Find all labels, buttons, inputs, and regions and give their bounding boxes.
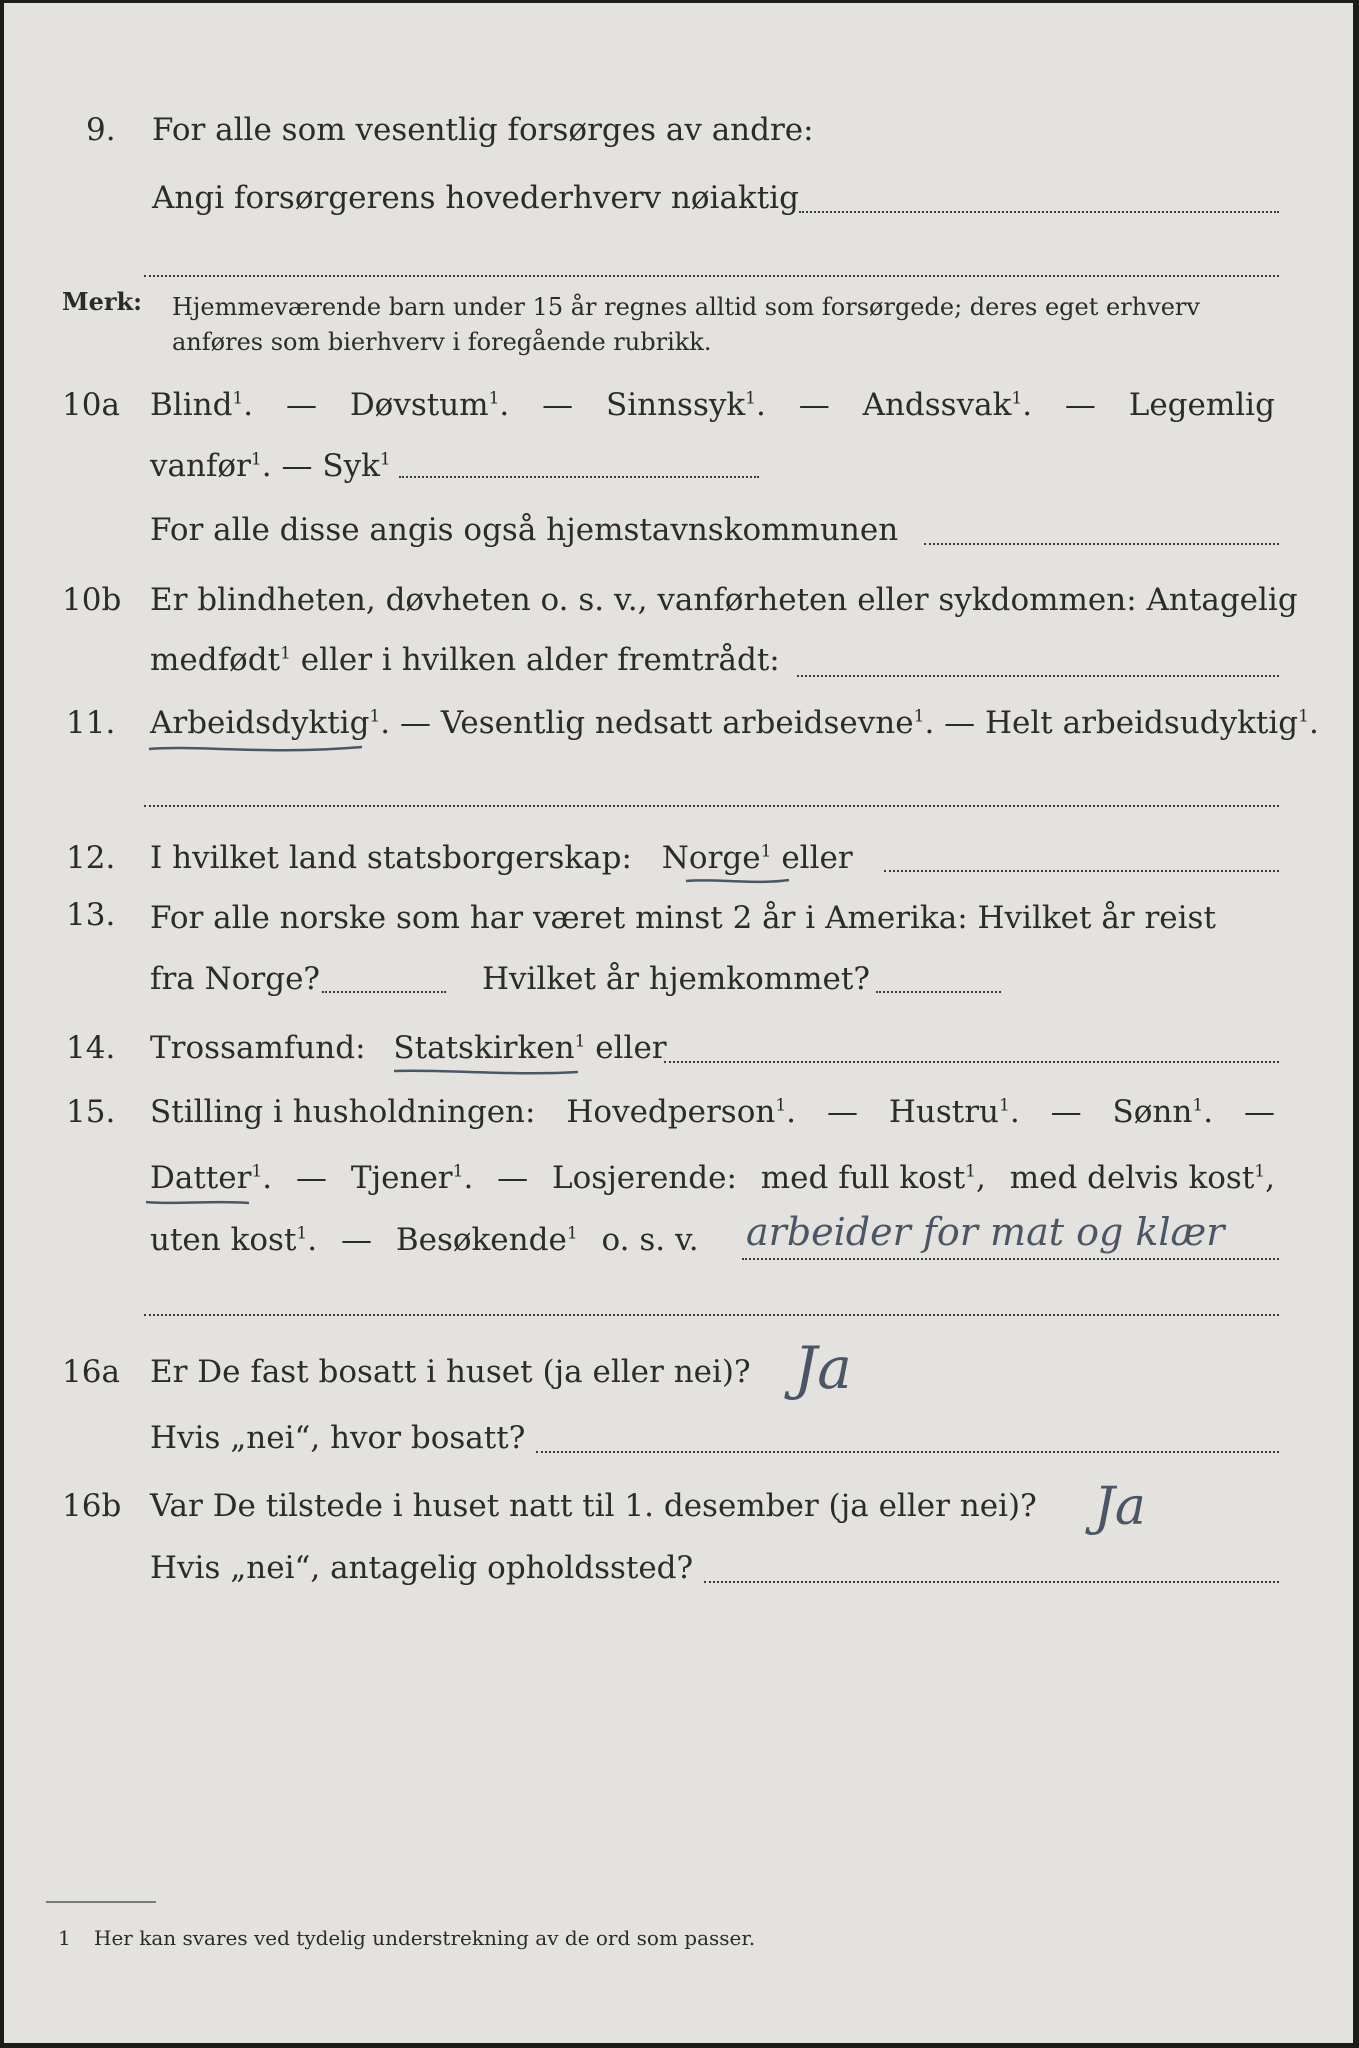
q16a-answer-line[interactable] xyxy=(536,1451,1279,1453)
q13-hjemkommet-line[interactable] xyxy=(876,991,1001,993)
separator-dash: — xyxy=(497,1160,529,1196)
option-medfodt[interactable]: medfødt$^1$ xyxy=(150,642,291,678)
q10b-line2-rest: eller i hvilken alder fremtrådt: xyxy=(300,642,780,678)
q12-number: 12. xyxy=(66,840,116,876)
separator-dash: — xyxy=(542,387,574,423)
separator-dash: — xyxy=(944,705,976,741)
option-hovedperson[interactable]: Hovedperson$^1$. xyxy=(566,1094,797,1130)
q10a-answer-line[interactable] xyxy=(399,476,759,478)
q12-line xyxy=(150,840,853,876)
separator-dash: — xyxy=(798,387,830,423)
option-andssvak[interactable]: Andssvak$^1$. xyxy=(862,387,1033,423)
q10a-line2 xyxy=(150,448,391,484)
q13-line2b: Hvilket år hjemkommet? xyxy=(482,961,870,997)
option-nedsatt[interactable]: Vesentlig nedsatt arbeidsevne$^1$. xyxy=(440,705,935,741)
footnote-mark: 1 xyxy=(58,1926,71,1950)
q15-line3 xyxy=(150,1222,699,1258)
separator-dash: — xyxy=(340,1222,372,1258)
q15-number: 15. xyxy=(66,1094,116,1130)
q10a-number: 10a xyxy=(62,387,120,423)
norge-underline xyxy=(684,875,794,891)
q13-number: 13. xyxy=(66,897,116,933)
arbeidsdyktig-underline xyxy=(147,741,367,761)
option-utenkost[interactable]: uten kost$^1$. xyxy=(150,1222,318,1258)
q12-text: I hvilket land statsborgerskap: xyxy=(150,840,632,876)
q12-answer-line[interactable] xyxy=(884,870,1279,872)
q11-line xyxy=(150,705,1319,741)
q14-answer-line[interactable] xyxy=(664,1061,1279,1063)
merk-line2: anføres som bierhverv i foregående rubrikk. xyxy=(172,328,712,356)
option-statskirken[interactable]: Statskirken$^1$ xyxy=(393,1030,586,1066)
q15-osv: o. s. v. xyxy=(601,1222,699,1258)
separator-dash: — xyxy=(1050,1094,1082,1130)
separator-dash: — xyxy=(295,1160,327,1196)
q9-line1: For alle som vesentlig forsørges av andre: xyxy=(152,112,814,148)
separator-dash: — xyxy=(1243,1094,1275,1130)
separator-dash: — xyxy=(285,387,317,423)
q16a-line2: Hvis „nei“, hvor bosatt? xyxy=(150,1420,526,1456)
q14-label: Trossamfund: xyxy=(150,1030,366,1066)
footnote-text: Her kan svares ved tydelig understrekning av de ord som passer. xyxy=(94,1926,756,1950)
q16a-handwritten-answer: Ja xyxy=(794,1334,852,1402)
q11-number: 11. xyxy=(66,705,116,741)
option-delviskost[interactable]: med delvis kost$^1$, xyxy=(1009,1160,1275,1196)
q13-line1: For alle norske som har været minst 2 år i Amerika: Hvilket år reist xyxy=(150,900,1216,936)
option-sinnssyk[interactable]: Sinnssyk$^1$. xyxy=(605,387,766,423)
q13-line2a: fra Norge? xyxy=(150,961,321,997)
q9-answer-line[interactable] xyxy=(799,211,1279,213)
q14-eller: eller xyxy=(595,1030,667,1066)
q15-losjerende: Losjerende: xyxy=(552,1160,737,1196)
q15-answer-line[interactable] xyxy=(742,1258,1279,1260)
q15-line2 xyxy=(150,1160,1275,1196)
q10a-line1 xyxy=(150,387,1275,423)
q16a-number: 16a xyxy=(62,1354,120,1390)
option-datter[interactable]: Datter$^1$. xyxy=(150,1160,273,1196)
q14-line xyxy=(150,1030,667,1066)
option-udyktig[interactable]: Helt arbeidsudyktig$^1$. xyxy=(985,705,1319,741)
merk-line1: Hjemmeværende barn under 15 år regnes alltid som forsørgede; deres eget erhverv xyxy=(172,293,1200,321)
datter-underline xyxy=(144,1197,254,1213)
q13-reist-line[interactable] xyxy=(322,991,446,993)
option-vanfor[interactable]: vanfør$^1$. xyxy=(150,448,272,484)
q15-handwritten-answer: arbeider for mat og klær xyxy=(746,1210,1225,1254)
option-norge[interactable]: Norge$^1$ xyxy=(661,840,772,876)
q15-line1 xyxy=(150,1094,1275,1130)
option-besokende[interactable]: Besøkende$^1$ xyxy=(395,1222,578,1258)
separator-dash: — xyxy=(826,1094,858,1130)
option-arbeidsdyktig[interactable]: Arbeidsdyktig$^1$. xyxy=(150,705,391,741)
q15-label: Stilling i husholdningen: xyxy=(150,1094,536,1130)
footnote-rule xyxy=(46,1901,156,1903)
q16b-number: 16b xyxy=(62,1488,122,1524)
q10b-answer-line[interactable] xyxy=(797,675,1279,677)
separator-dash: — xyxy=(281,448,313,484)
q9-answer-line-2[interactable] xyxy=(144,275,1279,277)
option-sonn[interactable]: Sønn$^1$. xyxy=(1112,1094,1214,1130)
merk-label: Merk: xyxy=(62,287,142,316)
option-syk[interactable]: Syk$^1$ xyxy=(322,448,391,484)
option-hustru[interactable]: Hustru$^1$. xyxy=(888,1094,1020,1130)
separator-dash: — xyxy=(1064,387,1096,423)
q16b-handwritten-answer: Ja xyxy=(1094,1477,1146,1537)
q15-answer-line-2[interactable] xyxy=(144,1314,1279,1316)
option-legemlig[interactable]: Legemlig xyxy=(1128,387,1275,423)
option-tjener[interactable]: Tjener$^1$. xyxy=(350,1160,474,1196)
q11-answer-line[interactable] xyxy=(144,805,1279,807)
q10b-number: 10b xyxy=(62,582,122,618)
statskirken-underline xyxy=(392,1066,582,1082)
q9-number: 9. xyxy=(86,112,116,148)
q9-line2: Angi forsørgerens hovederhverv nøiaktig xyxy=(152,180,799,216)
q10b-line1: Er blindheten, døvheten o. s. v., vanførheten eller sykdommen: Antagelig xyxy=(150,582,1298,618)
q16b-line1: Var De tilstede i huset natt til 1. desember (ja eller nei)? xyxy=(150,1488,1037,1524)
q14-number: 14. xyxy=(66,1030,116,1066)
q16b-line2: Hvis „nei“, antagelig opholdssted? xyxy=(150,1550,694,1586)
q10a-hjemstavn-line[interactable] xyxy=(924,543,1279,545)
option-blind[interactable]: Blind$^1$. xyxy=(150,387,254,423)
separator-dash: — xyxy=(399,705,431,741)
option-fullkost[interactable]: med full kost$^1$, xyxy=(760,1160,986,1196)
q12-eller: eller xyxy=(781,840,853,876)
q16a-line1: Er De fast bosatt i huset (ja eller nei)? xyxy=(150,1354,751,1390)
q10a-line3: For alle disse angis også hjemstavnskommunen xyxy=(150,512,899,548)
option-dovstum[interactable]: Døvstum$^1$. xyxy=(349,387,510,423)
q10b-line2 xyxy=(150,642,780,678)
census-form-page xyxy=(4,3,1353,2043)
q16b-answer-line[interactable] xyxy=(704,1581,1279,1583)
